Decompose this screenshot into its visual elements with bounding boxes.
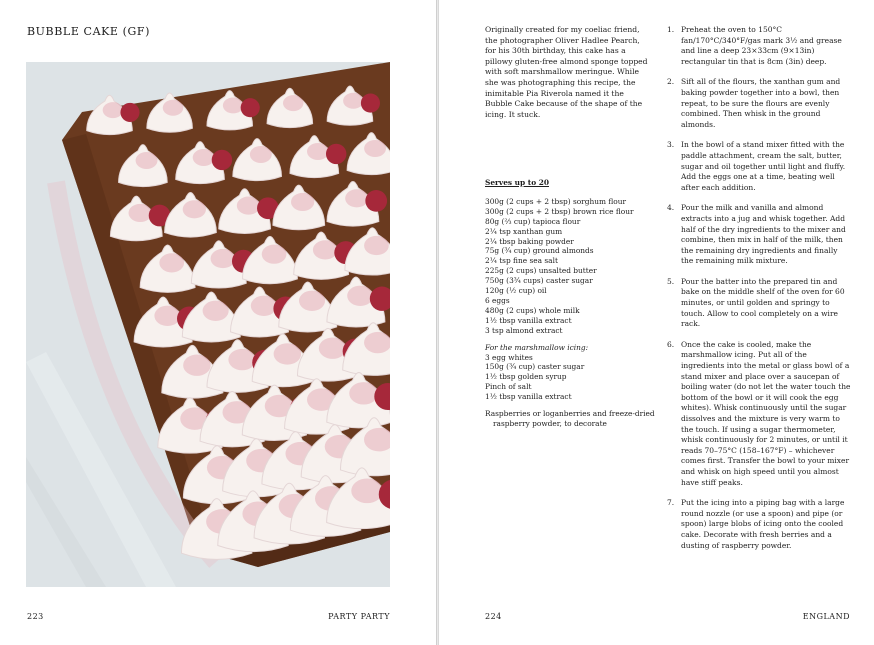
raspberry-dust bbox=[364, 140, 386, 157]
method-step bbox=[667, 140, 851, 193]
raspberry-dust bbox=[251, 296, 277, 316]
raspberry-dust bbox=[274, 343, 302, 364]
raspberry-dust bbox=[291, 193, 314, 211]
step-number: 2. bbox=[667, 77, 675, 87]
raspberry-dust bbox=[223, 97, 244, 113]
ingredients-list bbox=[485, 197, 655, 336]
ingredient-line: 120g (½ cup) oil bbox=[485, 286, 547, 296]
cake-illustration bbox=[26, 62, 390, 587]
section-title-left: PARTY PARTY bbox=[328, 612, 390, 621]
step-number: 1. bbox=[667, 25, 675, 34]
page-number-left: 223 bbox=[27, 612, 44, 621]
raspberry-dust bbox=[347, 286, 373, 306]
step-number: 4. bbox=[667, 203, 675, 213]
method-step bbox=[667, 203, 851, 267]
ingredient-line: 225g (2 cups) unsalted butter bbox=[485, 266, 597, 276]
ingredient-line: 3 egg whites bbox=[485, 352, 533, 362]
step-text: Once the cake is cooled, make the marshmallow icing. Put all of the ingredients into the metal or glass bowl of a stand mixer and place over a saucepan of boiling water (do not let the water touch the bottom of the bowl or it will cook the egg whites). Whisk continuously until the sugar dissolves and the mixture is very warm to the touch. If using a sugar thermometer, whisk continuously for 2 minutes, or until it reads 70–75°C (158–167°F) – whichever comes first. Transfer the bowl to your mixer and whisk on high speed until you almost have stiff peaks. bbox=[681, 339, 851, 487]
section-title-right: ENGLAND bbox=[802, 612, 850, 621]
recipe-intro: Originally created for my coeliac friend, the photographer Oliver Hadlee Pearch, for his 30th birthday, this cake has a pillowy gluten-free almond sponge topped with soft marshmallow meringue. While she was photographing this recipe, the inimitable Pia Riverola named it the Bubble Cake because of the shape of the icing. It stuck. bbox=[485, 25, 648, 119]
ingredient-line: 300g (2 cups + 2 tbsp) brown rice flour bbox=[485, 206, 634, 216]
ingredients-block bbox=[485, 178, 655, 429]
ingredient-line: 480g (2 cups) whole milk bbox=[485, 305, 580, 315]
method-step bbox=[667, 340, 851, 488]
ingredient-line: 150g (¾ cup) caster sugar bbox=[485, 362, 585, 372]
raspberry-dust bbox=[129, 204, 152, 222]
raspberry-dust bbox=[319, 338, 347, 359]
icing-ingredients-list bbox=[485, 353, 655, 403]
garnish-note: Raspberries or loganberries and freeze-dried raspberry powder, to decorate bbox=[485, 409, 655, 428]
icing-heading: For the marshmallow icing: bbox=[485, 342, 589, 352]
raspberry-dust bbox=[351, 478, 383, 503]
cake-photo bbox=[26, 62, 390, 587]
step-text: Preheat the oven to 150°C fan/170°C/340°F/gas mark 3½ and grease and line a deep 23×33cm (9×13in) rectangular tin that is 8cm (3in) deep. bbox=[681, 25, 842, 66]
step-text: Pour the batter into the prepared tin and bake on the middle shelf of the oven for 60 minutes, or until golden and springy to touch. Allow to cool completely on a wire rack. bbox=[681, 276, 845, 329]
raspberry-dust bbox=[364, 236, 389, 255]
ingredient-line: 2¼ tsp xanthan gum bbox=[485, 226, 563, 236]
step-text: In the bowl of a stand mixer fitted with the paddle attachment, cream the salt, butter, sugar and oil together until light and fluffy. Add the eggs one at a time, beating well after each addition. bbox=[681, 140, 846, 192]
step-number: 5. bbox=[667, 276, 675, 286]
step-number: 7. bbox=[667, 498, 675, 508]
raspberry-dust bbox=[307, 143, 329, 160]
step-number: 6. bbox=[667, 339, 675, 349]
ingredient-line: 3 tsp almond extract bbox=[485, 325, 563, 335]
raspberry bbox=[361, 93, 380, 112]
step-number: 3. bbox=[667, 140, 675, 150]
raspberry-dust bbox=[159, 253, 184, 272]
ingredient-line: 75g (¾ cup) ground almonds bbox=[485, 246, 594, 256]
right-page bbox=[438, 0, 874, 645]
ingredient-line: 1½ tbsp vanilla extract bbox=[485, 315, 572, 325]
raspberry-dust bbox=[299, 291, 325, 311]
raspberry bbox=[212, 150, 232, 170]
raspberry-dust bbox=[154, 306, 180, 326]
raspberry-dust bbox=[228, 349, 256, 370]
ingredient-line: 750g (3¾ cups) caster sugar bbox=[485, 276, 593, 286]
recipe-title: BUBBLE CAKE (GF) bbox=[27, 25, 151, 38]
ingredient-line: 80g (⅔ cup) tapioca flour bbox=[485, 216, 581, 226]
ingredient-line: 6 eggs bbox=[485, 295, 510, 305]
raspberry-dust bbox=[203, 301, 229, 321]
raspberry bbox=[326, 144, 346, 164]
method-step bbox=[667, 25, 851, 67]
raspberry-dust bbox=[103, 102, 124, 118]
serves-heading: Serves up to 20 bbox=[485, 178, 549, 187]
method-step bbox=[667, 498, 851, 551]
ingredient-line: 1½ tbsp vanilla extract bbox=[485, 392, 572, 402]
raspberry-dust bbox=[262, 245, 287, 264]
raspberry-dust bbox=[250, 146, 272, 163]
step-text: Sift all of the flours, the xanthan gum and baking powder together into a bowl, then repeat, to be sure the flours are evenly combined. Then whisk in the ground almonds. bbox=[681, 77, 841, 129]
raspberry-dust bbox=[343, 93, 364, 109]
raspberry-dust bbox=[345, 189, 368, 207]
raspberry-dust bbox=[237, 197, 260, 215]
raspberry-dust bbox=[193, 149, 215, 166]
ingredient-line: 300g (2 cups + 2 tbsp) sorghum flour bbox=[485, 196, 626, 206]
raspberry bbox=[241, 98, 260, 117]
step-text: Pour the milk and vanilla and almond extracts into a jug and whisk together. Add half of the dry ingredients to the mixer and combine, then mix in half of the milk, then the remaining dry ingredients and finally the remaining milk mixture. bbox=[681, 203, 846, 266]
raspberry-dust bbox=[136, 152, 158, 169]
method-step bbox=[667, 77, 851, 130]
step-text: Put the icing into a piping bag with a large round nozzle (or use a spoon) and pipe (or spoon) large blobs of icing onto the cooled cake. Decorate with fresh berries and a dusting of raspberry powder. bbox=[681, 498, 845, 550]
raspberry bbox=[120, 103, 139, 122]
raspberry bbox=[365, 190, 387, 212]
raspberry-dust bbox=[349, 382, 378, 404]
raspberry-dust bbox=[183, 200, 206, 218]
ingredient-line: 2¼ tsp fine sea salt bbox=[485, 256, 558, 266]
ingredient-line: Pinch of salt bbox=[485, 382, 532, 392]
raspberry-dust bbox=[211, 249, 236, 268]
ingredient-line: 2¼ tbsp baking powder bbox=[485, 236, 574, 246]
raspberry-dust bbox=[163, 100, 184, 116]
method-steps bbox=[667, 25, 851, 561]
ingredient-line: 1½ tbsp golden syrup bbox=[485, 372, 567, 382]
raspberry-dust bbox=[183, 355, 211, 376]
page-number-right: 224 bbox=[485, 612, 502, 621]
method-step bbox=[667, 277, 851, 330]
raspberry-dust bbox=[283, 95, 304, 111]
raspberry-dust bbox=[313, 240, 338, 259]
